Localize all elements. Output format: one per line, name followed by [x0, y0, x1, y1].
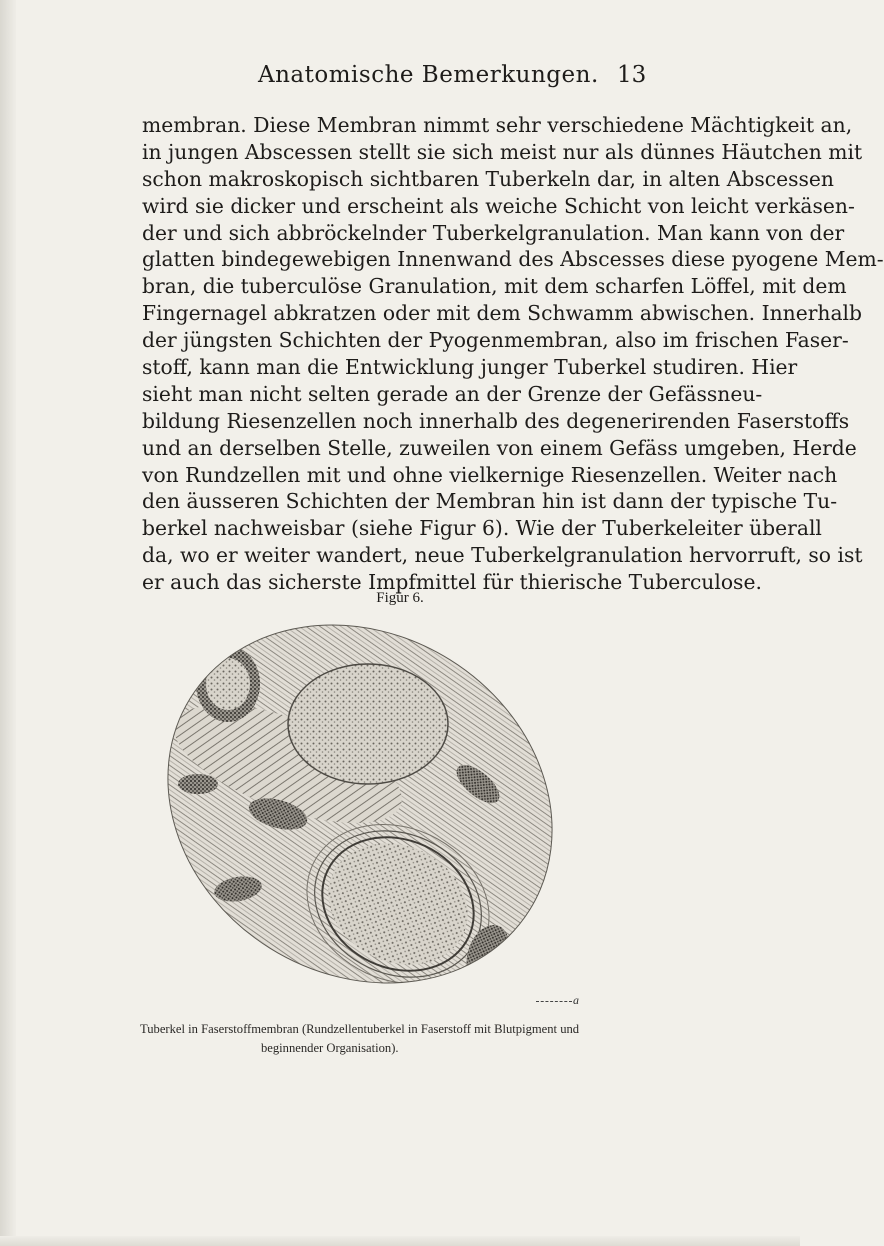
text-line: da, wo er weiter wandert, neue Tuberkelgranulation hervorruft, so ist — [142, 543, 863, 568]
text-line: der und sich abbröckelnder Tuberkelgranulation. Man kann von der — [142, 220, 845, 245]
text-line: schon makroskopisch sichtbaren Tuberkeln dar, in alten Abscessen — [142, 166, 834, 191]
text-line: stoff, kann man die Entwicklung junger Tuberkel studiren. Hier — [142, 355, 798, 380]
text-line: bran, die tuberculöse Granulation, mit dem scharfen Löffel, mit dem — [142, 274, 847, 299]
text-line: der jüngsten Schichten der Pyogenmembran, also im frischen Faser- — [142, 328, 849, 353]
text-line: glatten bindegewebigen Innenwand des Abscesses diese pyogene Mem- — [142, 247, 884, 272]
page-edge-bottom — [0, 1236, 800, 1246]
text-line: in jungen Abscessen stellt sie sich meist nur als dünnes Häutchen mit — [142, 139, 863, 164]
page-number: 13 — [617, 62, 647, 88]
caption-line: Tuberkel in Faserstoffmembran (Rundzellentuberkel in Faserstoff mit Blutpigment und — [140, 1022, 580, 1036]
text-line: wird sie dicker und erscheint als weiche Schicht von leicht verkäsen- — [142, 193, 855, 218]
figure-label: Figur 6. — [376, 590, 424, 606]
text-line: bildung Riesenzellen noch innerhalb des degenerirenden Faserstoffs — [142, 408, 850, 433]
callout-label: a — [573, 993, 579, 1007]
callout-leader — [536, 1001, 572, 1002]
text-line: membran. Diese Membran nimmt sehr verschiedene Mächtigkeit an, — [142, 113, 853, 137]
page-edge — [0, 0, 16, 1246]
text-line: er auch das sicherste Impfmittel für thierische Tuberculose. — [142, 570, 762, 595]
histology-illustration — [138, 604, 558, 1004]
text-line: Fingernagel abkratzen oder mit dem Schwamm abwischen. Innerhalb — [142, 301, 863, 326]
text-line: sieht man nicht selten gerade an der Grenze der Gefässneu- — [142, 381, 763, 406]
figure-caption — [140, 1020, 700, 1058]
text-line: berkel nachweisbar (siehe Figur 6). Wie der Tuberkeleiter überall — [142, 516, 822, 541]
caption-line: beginnender Organisation). — [261, 1041, 399, 1055]
running-head-title: Anatomische Bemerkungen. — [258, 62, 599, 88]
running-head — [0, 62, 800, 102]
body-paragraph — [142, 112, 884, 596]
text-line: und an derselben Stelle, zuweilen von einem Gefäss umgeben, Herde — [142, 435, 857, 460]
text-line: von Rundzellen mit und ohne vielkernige Riesenzellen. Weiter nach — [142, 462, 838, 487]
text-line: den äusseren Schichten der Membran hin ist dann der typische Tu- — [142, 489, 838, 514]
